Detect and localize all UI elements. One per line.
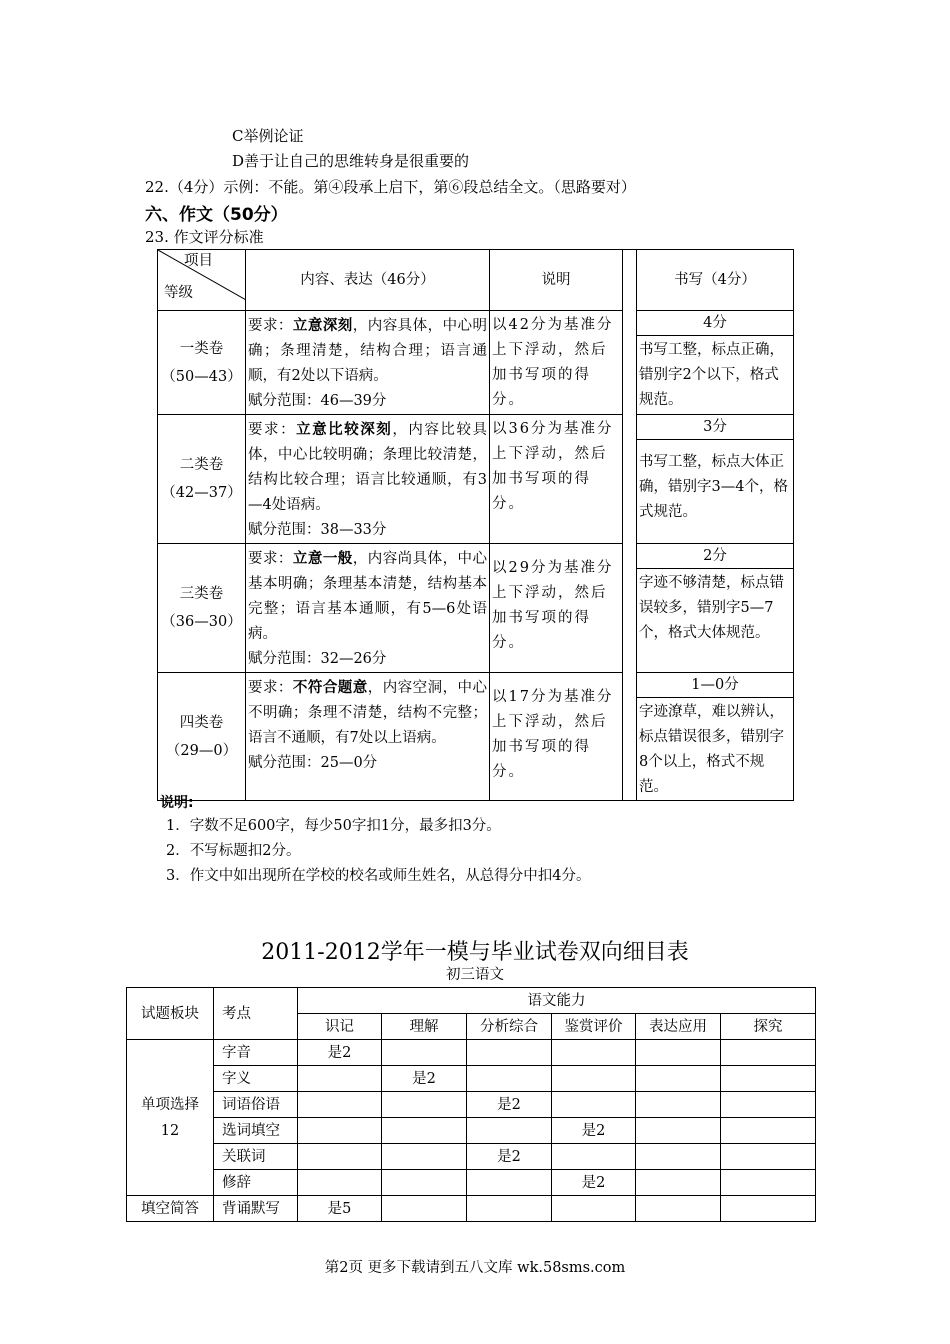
point-cell: 词语俗语 [214,1092,298,1118]
grade-name: 二类卷 [179,457,224,473]
score-range: 赋分范围：32—26分 [248,651,387,667]
value-cell [382,1170,467,1196]
value-cell [636,1040,721,1066]
grade-name: 一类卷 [179,340,224,357]
ability-header: 分析综合 [467,1014,552,1040]
rubric-table [157,249,794,801]
requirement-cell: 要求：不符合题意，内容空洞，中心不明确；条理不清楚，结构不完整；语言不通顺，有7处以上语病。 赋分范围：25—0分 [246,673,490,801]
detail-table [126,987,816,1222]
value-cell [636,1066,721,1092]
page-footer: 第2页 更多下载请到五八文库 wk.58sms.com [324,1260,626,1276]
value-cell [552,1040,636,1066]
value-cell: 是2 [552,1118,636,1144]
point-cell: 背诵默写 [214,1196,298,1222]
value-cell [721,1144,816,1170]
table-row [127,1118,816,1144]
grade-name: 三类卷 [179,586,224,602]
spacer-cell [623,311,637,415]
score-range: 赋分范围：25—0分 [248,755,378,771]
value-cell [721,1118,816,1144]
value-cell [636,1118,721,1144]
ability-header: 表达应用 [636,1014,721,1040]
writing-desc: 书写工整，标点大体正确，错别字3—4个，格式规范。 [639,454,788,520]
rubric-row [158,673,794,801]
header-grade: 等级 [164,285,193,301]
value-cell [721,1040,816,1066]
rubric-row [158,544,794,673]
value-cell [467,1066,552,1092]
requirement-cell: 要求：立意比较深刻，内容比较具体，中心比较明确；条理比较清楚，结构比较合理；语言比较通顺，有3—4处语病。 赋分范围：38—33分 [246,415,490,544]
rubric-row [158,415,794,544]
spacer-cell [623,415,637,544]
value-cell [552,1196,636,1222]
point-cell: 选词填空 [214,1118,298,1144]
spacer-cell [623,673,637,801]
requirement-key: 立意一般 [292,550,353,567]
value-cell: 是2 [467,1092,552,1118]
value-cell [636,1170,721,1196]
writing-score: 3分 [637,415,793,440]
header-explain: 说明 [490,250,623,311]
requirement-cell: 要求：立意一般，内容尚具体，中心基本明确；条理基本清楚，结构基本完整；语言基本通顺，有5—6处语病。 赋分范围：32—26分 [246,544,490,673]
notes-title: 说明: [160,795,194,811]
value-cell: 是5 [298,1196,382,1222]
requirement-cell: 要求：立意深刻，内容具体，中心明确；条理清楚，结构合理；语言通顺，有2处以下语病。 赋分范围：46—39分 [246,311,490,415]
writing-desc: 字迹潦草，难以辨认，标点错误很多，错别字8个以上，格式不规范。 [639,704,784,795]
value-cell [721,1170,816,1196]
col-ability-header: 语文能力 [298,988,816,1014]
note-item: 2．不写标题扣2分。 [166,843,301,859]
value-cell: 是2 [467,1144,552,1170]
writing-score: 4分 [637,311,793,336]
col-point-header: 考点 [214,988,298,1040]
header-writing: 书写（4分） [637,250,794,311]
writing-cell [637,673,794,801]
explain-cell: 以42分为基准分上下浮动，然后加书写项的得分。 [490,311,623,415]
value-cell [552,1066,636,1092]
value-cell [467,1118,552,1144]
grade-range: （42—37） [161,485,242,501]
value-cell [636,1092,721,1118]
value-cell [298,1170,382,1196]
question-23: 23. 作文评分标准 [145,228,264,246]
grade-cell [158,415,246,544]
block-cell: 单项选择 12 [127,1040,214,1196]
value-cell [382,1118,467,1144]
value-cell [467,1170,552,1196]
writing-score: 1—0分 [637,673,793,698]
option-d: D善于让自己的思维转身是很重要的 [232,152,470,170]
score-range: 赋分范围：38—33分 [248,522,387,538]
diagonal-header-cell [158,250,246,311]
block-cell: 填空简答 [127,1196,214,1222]
grade-cell [158,311,246,415]
writing-cell [637,415,794,544]
option-c: C举例论证 [232,127,304,145]
table-row [127,1066,816,1092]
grade-range: （50—43） [161,368,242,385]
spacer-cell [623,544,637,673]
table2-subtitle: 初三语文 [446,967,504,983]
point-cell: 字义 [214,1066,298,1092]
value-cell: 是2 [382,1066,467,1092]
ability-header: 探究 [721,1014,816,1040]
explain-cell: 以29分为基准分上下浮动，然后加书写项的得分。 [490,544,623,673]
writing-cell [637,544,794,673]
grade-range: （36—30） [161,614,242,630]
value-cell [382,1196,467,1222]
table-row [127,1144,816,1170]
ability-header: 鉴赏评价 [552,1014,636,1040]
value-cell [382,1040,467,1066]
value-cell [382,1092,467,1118]
spacer-cell [623,250,637,311]
ability-header: 理解 [382,1014,467,1040]
writing-cell [637,311,794,415]
explain-cell: 以36分为基准分上下浮动，然后加书写项的得分。 [490,415,623,544]
point-cell: 关联词 [214,1144,298,1170]
table-row [127,1196,816,1222]
rubric-row [158,311,794,415]
table2-title: 2011-2012学年一模与毕业试卷双向细目表 [261,940,689,965]
header-content: 内容、表达（46分） [246,250,490,311]
requirement-key: 立意深刻 [292,317,353,334]
score-range: 赋分范围：46—39分 [248,393,387,409]
section-heading: 六、作文（50分） [145,205,288,225]
value-cell [636,1144,721,1170]
ability-header: 识记 [298,1014,382,1040]
value-cell [721,1066,816,1092]
writing-score: 2分 [637,544,793,569]
grade-cell [158,544,246,673]
table-row [127,1092,816,1118]
value-cell [721,1092,816,1118]
grade-range: （29—0） [165,742,238,759]
value-cell [298,1092,382,1118]
value-cell [298,1144,382,1170]
table-row [127,1170,816,1196]
requirement-key: 立意比较深刻 [296,421,393,438]
value-cell [467,1196,552,1222]
value-cell: 是2 [298,1040,382,1066]
note-item: 3．作文中如出现所在学校的校名或师生姓名，从总得分中扣4分。 [166,868,591,884]
table-row [127,1040,816,1066]
note-item: 1．字数不足600字，每少50字扣1分，最多扣3分。 [166,818,501,834]
grade-cell [158,673,246,801]
value-cell [298,1066,382,1092]
header-item: 项目 [184,253,213,269]
value-cell [721,1196,816,1222]
value-cell [467,1040,552,1066]
requirement-key: 不符合题意 [292,679,368,696]
grade-name: 四类卷 [179,714,224,731]
col-block-header: 试题板块 [127,988,214,1040]
value-cell [382,1144,467,1170]
writing-desc: 书写工整，标点正确，错别字2个以下，格式规范。 [639,342,784,408]
writing-desc: 字迹不够清楚，标点错误较多，错别字5—7个，格式大体规范。 [639,575,784,641]
value-cell [636,1196,721,1222]
point-cell: 字音 [214,1040,298,1066]
value-cell [552,1092,636,1118]
value-cell [298,1118,382,1144]
value-cell [552,1144,636,1170]
explain-cell: 以17分为基准分上下浮动，然后加书写项的得分。 [490,673,623,801]
question-22: 22.（4分）示例：不能。第④段承上启下，第⑥段总结全文。（思路要对） [145,178,636,196]
point-cell: 修辞 [214,1170,298,1196]
value-cell: 是2 [552,1170,636,1196]
